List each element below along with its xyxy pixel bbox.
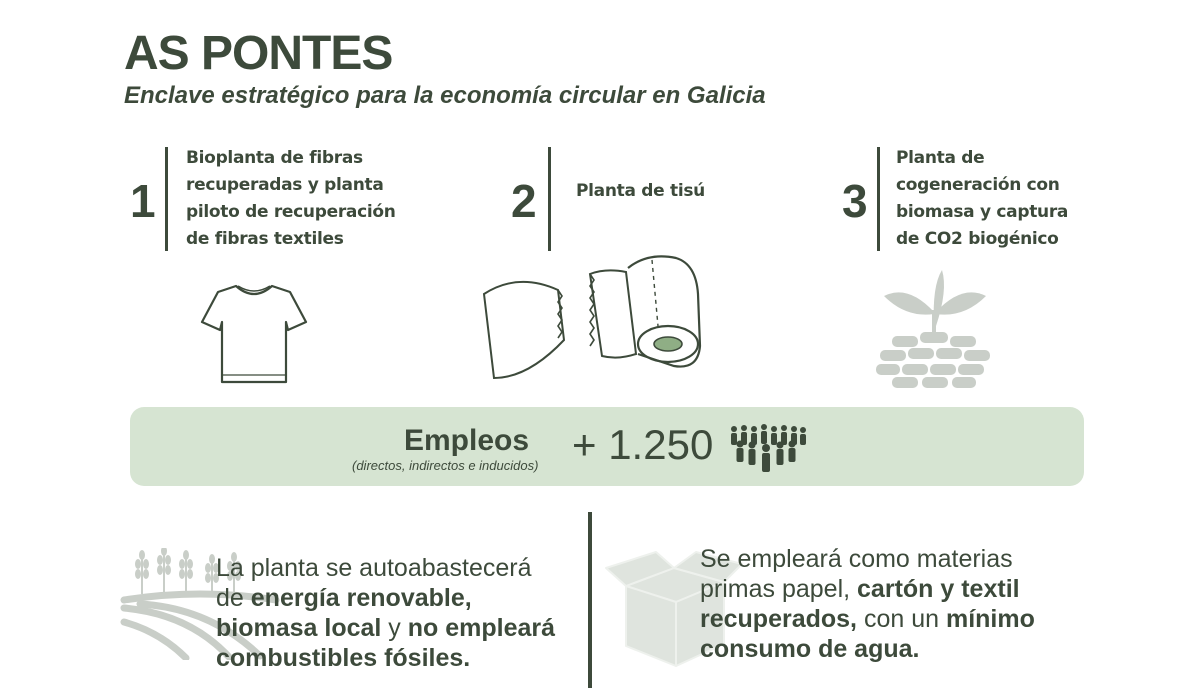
feature-2-number: 2	[511, 175, 537, 227]
text-bold: combustibles fósiles.	[216, 644, 471, 672]
feature-3-line: cogeneración con	[896, 175, 1060, 195]
jobs-value: + 1.250	[572, 421, 714, 468]
jobs-label: Empleos	[404, 424, 530, 457]
feature-3-line: de CO2 biogénico	[896, 229, 1059, 249]
feature-1-number: 1	[130, 175, 156, 227]
feature-1-line: recuperadas y planta	[186, 175, 384, 195]
text-bold: energía renovable,	[250, 584, 472, 612]
feature-3-line: Planta de	[896, 148, 985, 168]
text-span: primas papel,	[700, 575, 858, 603]
feature-3-divider	[877, 147, 880, 251]
feature-1-divider	[165, 147, 168, 251]
bottom-left-line: La planta se autoabastecerá	[216, 554, 532, 582]
bottom-left-text	[216, 553, 555, 673]
text-span: con un	[857, 605, 946, 633]
text-bold: mínimo	[945, 605, 1035, 633]
feature-1-line: piloto de recuperación	[186, 202, 396, 222]
bottom-left-line	[216, 613, 555, 643]
bottom-divider	[588, 512, 592, 688]
tshirt-icon	[200, 282, 308, 386]
wheat-stalk-icon	[135, 550, 149, 594]
text-bold: no empleará	[407, 614, 556, 642]
feature-2-divider	[548, 147, 551, 251]
feature-2-line: Planta de tisú	[576, 181, 705, 201]
feature-3-line: biomasa y captura	[896, 202, 1069, 222]
feature-1-text	[186, 145, 396, 253]
text-bold: consumo de agua.	[700, 635, 920, 663]
text-span: y	[381, 614, 408, 642]
feature-1-line: Bioplanta de fibras	[186, 148, 363, 168]
biomass-sprout-icon	[872, 266, 996, 390]
feature-2-text	[576, 178, 705, 205]
bottom-right-line	[700, 604, 1035, 634]
page-title: AS PONTES	[124, 27, 393, 80]
jobs-note: (directos, indirectos e inducidos)	[352, 458, 539, 473]
feature-3-text	[896, 145, 1068, 253]
bottom-left-line	[216, 583, 555, 613]
text-bold: recuperados,	[700, 605, 858, 633]
page-subtitle: Enclave estratégico para la economía circular en Galicia	[124, 82, 766, 109]
bottom-right-text	[700, 544, 1035, 664]
bottom-right-line: Se empleará como materias	[700, 545, 1013, 573]
feature-1-line: de fibras textiles	[186, 229, 344, 249]
text-bold: cartón y textil	[857, 575, 1020, 603]
bottom-left-line	[216, 643, 555, 673]
crowd-icon	[728, 424, 808, 472]
text-bold: biomasa local	[216, 614, 382, 642]
tissue-roll-icon	[478, 250, 708, 382]
bottom-right-line	[700, 634, 1035, 664]
bottom-right-line	[700, 574, 1035, 604]
text-span: de	[216, 584, 251, 612]
feature-3-number: 3	[842, 175, 868, 227]
